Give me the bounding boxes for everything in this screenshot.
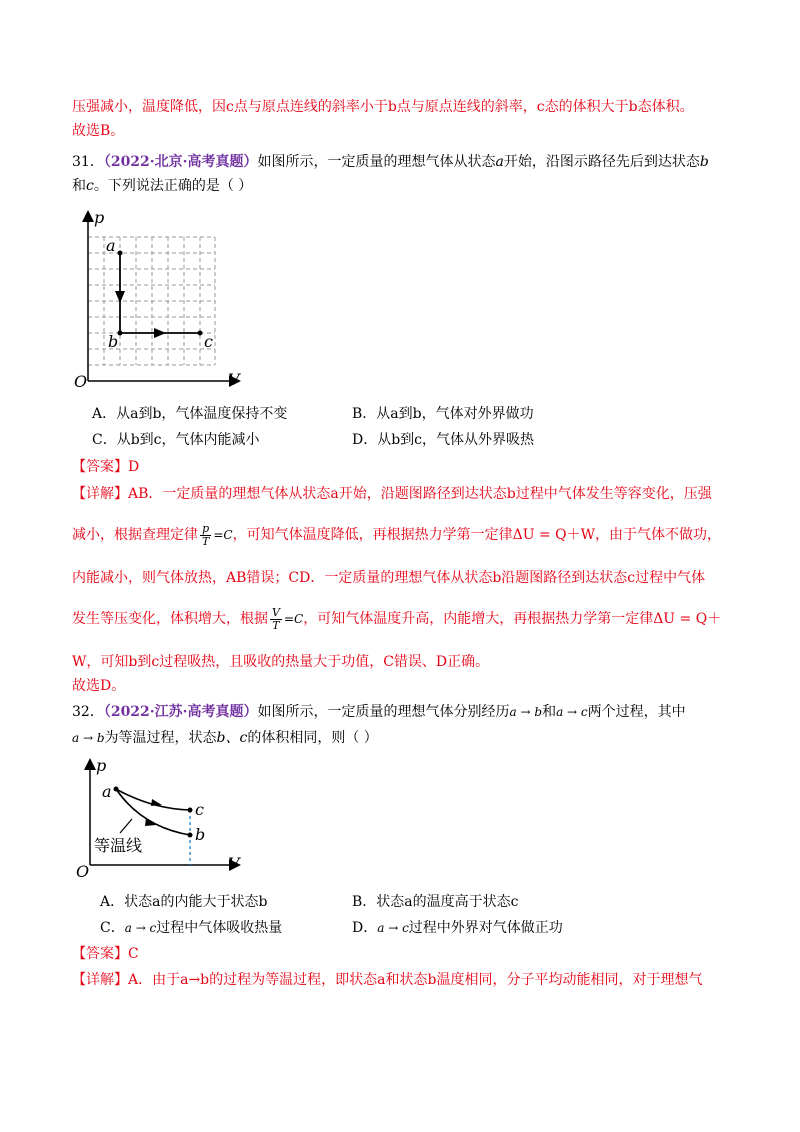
q32-proc-ac: a → c: [556, 705, 588, 719]
q32-curve-ab: [116, 789, 190, 835]
q31-label-v: V: [228, 370, 240, 389]
q31-fraction1-eq: =C: [213, 528, 233, 542]
q31-var-b: b: [699, 154, 709, 170]
q31-stem-line1: [72, 152, 709, 172]
q32-number: 32．: [72, 704, 104, 720]
q31-answer-label: 【答案】: [72, 459, 128, 475]
q31-number: 31．: [72, 154, 104, 170]
q31-pv-graph: [70, 205, 250, 395]
q32-point-c: [188, 808, 193, 813]
q32-label-a: a: [102, 782, 112, 801]
q32-stem-f: 的体积相同，则（ ）: [247, 730, 378, 746]
q31-detail-line4: [72, 602, 721, 636]
q31-detail-text2b: ，可知气体温度降低，再根据热力学第一定律ΔU = Q＋W，由于气体不做功，: [232, 527, 721, 543]
q31-stem-a: 如图所示，一定质量的理想气体从状态: [257, 154, 496, 170]
q31-detail-line1: [72, 484, 712, 504]
q32-detail-label: 【详解】: [72, 972, 128, 988]
q31-detail-line2: [72, 518, 721, 552]
q32-answer-label: 【答案】: [72, 946, 128, 962]
q31-point-b: [118, 331, 123, 336]
q32-option-c-math: a → c: [124, 921, 157, 935]
q31-detail-line5: W，可知b到c过程吸热，且吸收的热量大于功值，C错误、D正确。: [72, 654, 490, 670]
q32-stem-line1: [72, 702, 686, 722]
q31-detail-text2a: 减小，根据查理定律: [72, 527, 198, 543]
q32-label-isotherm: 等温线: [94, 836, 143, 855]
q31-var-a: a: [495, 154, 504, 170]
q32-label-b: b: [195, 825, 206, 844]
q32-label-c: c: [195, 800, 204, 819]
q31-stem-d: 。下列说法正确的是（ ）: [93, 178, 253, 194]
q32-stem-b: 和: [542, 704, 557, 720]
q32-proc-ab: a → b: [509, 705, 543, 719]
q32-option-d: D．a → c过程中外界对气体做正功: [352, 920, 563, 936]
q32-stem-d: 为等温过程，状态: [104, 730, 217, 746]
q32-point-b: [188, 833, 193, 838]
q31-detail-text4a: 发生等压变化，体积增大，根据: [72, 611, 268, 627]
q32-stem-c: 两个过程，其中: [587, 704, 686, 720]
q31-point-c: [198, 331, 203, 336]
q31-var-c: c: [86, 178, 94, 194]
q32-point-a: [114, 787, 119, 792]
q31-fraction-v-over-t: $\frac{V}{T}$: [272, 605, 280, 632]
q31-fraction2-eq: =C: [283, 612, 304, 626]
q32-curve-ac: [116, 789, 190, 810]
q32-detail-line1: [72, 970, 702, 990]
q31-answer: [72, 457, 139, 477]
q32-option-c: C．a → c过程中气体吸收热量: [100, 920, 283, 936]
q32-arrow-ab: [145, 818, 156, 826]
q32-isotherm-pointer: [120, 819, 132, 833]
q31-label-b: b: [108, 332, 119, 351]
q31-option-a: A．从a到b，气体温度保持不变: [92, 406, 288, 422]
q31-stem-c: 和: [72, 178, 86, 194]
q32-answer: [72, 944, 139, 964]
q31-label-p: p: [94, 208, 105, 227]
q32-detail-text1: A．由于a→b的过程为等温过程，即状态a和状态b温度相同，分子平均动能相同，对于理想气: [128, 972, 703, 988]
q31-detail-text4b: ，可知气体温度升高，内能增大，再根据热力学第一定律ΔU = Q＋: [303, 611, 722, 627]
q31-detail-label: 【详解】: [72, 486, 128, 502]
q32-option-a: A．状态a的内能大于状态b: [100, 894, 268, 910]
prev-answer-conclusion: 故选B。: [72, 123, 125, 139]
q32-pv-graph: [72, 755, 252, 885]
q31-source: （2022·北京·高考真题）: [103, 154, 258, 170]
q31-label-c: c: [204, 332, 213, 351]
q32-stem-line2: [72, 728, 378, 748]
q31-detail-text1: AB．一定质量的理想气体从状态a开始，沿题图路径到达状态b过程中气体发生等容变化，压强: [128, 486, 712, 502]
q31-answer-value: D: [128, 459, 140, 475]
q32-option-b: B．状态a的温度高于状态c: [352, 894, 519, 910]
q32-label-o: O: [76, 862, 90, 881]
q32-label-p: p: [96, 756, 107, 775]
q31-conclusion: 故选D。: [72, 678, 126, 694]
q31-option-b: B．从a到b，气体对外界做功: [352, 406, 534, 422]
q31-label-o: O: [74, 372, 88, 391]
q32-arrow-ac: [151, 799, 162, 806]
q31-stem-b: 开始，沿图示路径先后到达状态: [503, 154, 700, 170]
q31-detail-line3: 内能减小，则气体放热，AB错误；CD．一定质量的理想气体从状态b沿题图路径到达状态c过程中气体: [72, 570, 706, 586]
q32-source: （2022·江苏·高考真题）: [103, 704, 258, 720]
prev-answer-line1: 压强减小，温度降低，因c点与原点连线的斜率小于b点与原点连线的斜率，c态的体积大于b态体积。: [72, 99, 694, 115]
q31-stem-line2: [72, 176, 252, 196]
q32-answer-value: C: [128, 946, 139, 962]
q31-point-a: [118, 251, 123, 256]
q32-label-v: V: [228, 854, 240, 873]
q31-label-a: a: [106, 236, 116, 255]
q31-arrow-bc: [154, 328, 166, 338]
q31-option-d: D．从b到c，气体从外界吸热: [352, 432, 535, 448]
q32-option-d-math: a → c: [377, 921, 409, 935]
q32-proc-ab-2: a → b: [72, 731, 105, 745]
q32-stem-a: 如图所示，一定质量的理想气体分别经历: [257, 704, 510, 720]
q32-stem-e: b、c: [216, 730, 248, 746]
q31-option-c: C．从b到c，气体内能减小: [92, 432, 260, 448]
q31-fraction-p-over-t: $\frac{p}{T}$: [202, 521, 210, 548]
